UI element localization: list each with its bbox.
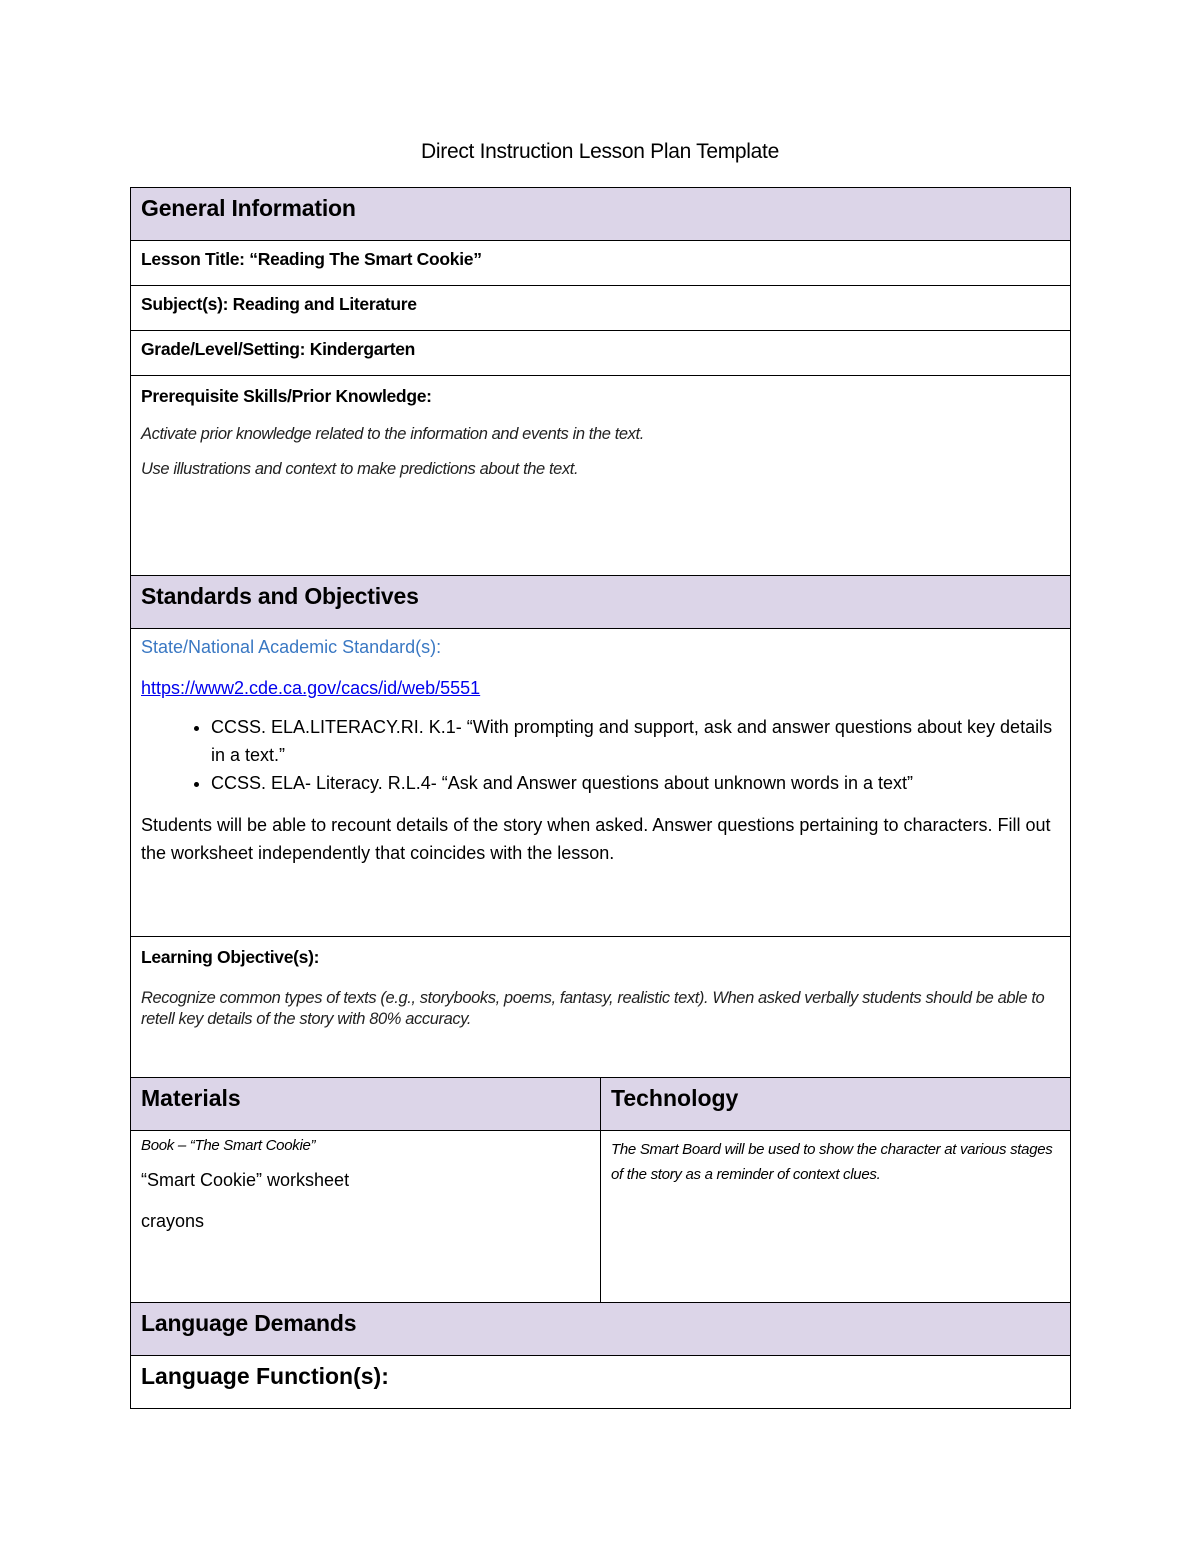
subjects-field[interactable]: Subject(s): Reading and Literature [131, 286, 1071, 331]
materials-technology-header-row [131, 1078, 1071, 1131]
standards-header-row [131, 576, 1071, 629]
standards-heading: Standards and Objectives [131, 576, 1071, 629]
prerequisite-line-2: Use illustrations and context to make predictions about the text. [141, 460, 579, 478]
prerequisite-row [131, 376, 1071, 576]
materials-cell[interactable] [131, 1131, 601, 1303]
language-function-row [131, 1356, 1071, 1409]
materials-heading: Materials [131, 1078, 601, 1131]
technology-text: The Smart Board will be used to show the character at various stages of the story as a reminder of context clues. [611, 1141, 1053, 1183]
language-function-field[interactable]: Language Function(s): [131, 1356, 1071, 1409]
materials-item-worksheet: “Smart Cookie” worksheet [141, 1170, 350, 1190]
prerequisite-label: Prerequisite Skills/Prior Knowledge: [141, 386, 432, 406]
prerequisite-cell[interactable] [131, 376, 1071, 576]
materials-item-crayons: crayons [141, 1211, 205, 1231]
standards-bullet-list [141, 713, 1060, 797]
standards-cell[interactable] [131, 629, 1071, 937]
standards-label: State/National Academic Standard(s): [141, 637, 442, 657]
standards-bullet-1: • CCSS. ELA.LITERACY.RI. K.1- “With prompting and support, ask and answer questions about key details in a text.” [211, 713, 1060, 769]
language-demands-header-row [131, 1303, 1071, 1356]
lesson-title-row [131, 241, 1071, 286]
technology-cell[interactable] [601, 1131, 1071, 1303]
general-information-heading: General Information [131, 188, 1071, 241]
standards-summary: Students will be able to recount details of the story when asked. Answer questions pertaining to characters. Fill out the worksheet independently that coincides with the lesson. [141, 815, 1051, 863]
lesson-plan-table [130, 187, 1071, 1409]
learning-objectives-row [131, 937, 1071, 1078]
grade-row [131, 331, 1071, 376]
grade-level-field[interactable]: Grade/Level/Setting: Kindergarten [131, 331, 1071, 376]
prerequisite-line-1: Activate prior knowledge related to the information and events in the text. [141, 425, 644, 443]
general-information-header-row [131, 188, 1071, 241]
subjects-row [131, 286, 1071, 331]
learning-objectives-text: Recognize common types of texts (e.g., storybooks, poems, fantasy, realistic text). When asked verbally students should be able to retell key details of the story with 80% accuracy. [141, 989, 1045, 1028]
standards-link[interactable]: https://www2.cde.ca.gov/cacs/id/web/5551 [141, 678, 481, 698]
document-title: Direct Instruction Lesson Plan Template [421, 140, 779, 163]
standards-content-row [131, 629, 1071, 937]
lesson-title-field[interactable]: Lesson Title: “Reading The Smart Cookie” [131, 241, 1071, 286]
materials-technology-content-row [131, 1131, 1071, 1303]
learning-objectives-cell[interactable] [131, 937, 1071, 1078]
standards-bullet-2: • CCSS. ELA- Literacy. R.L.4- “Ask and Answer questions about unknown words in a text” [211, 769, 1060, 797]
materials-item-book: Book – “The Smart Cookie” [141, 1137, 316, 1154]
technology-heading: Technology [601, 1078, 1071, 1131]
learning-objectives-label: Learning Objective(s): [141, 947, 320, 967]
language-demands-heading: Language Demands [131, 1303, 1071, 1356]
